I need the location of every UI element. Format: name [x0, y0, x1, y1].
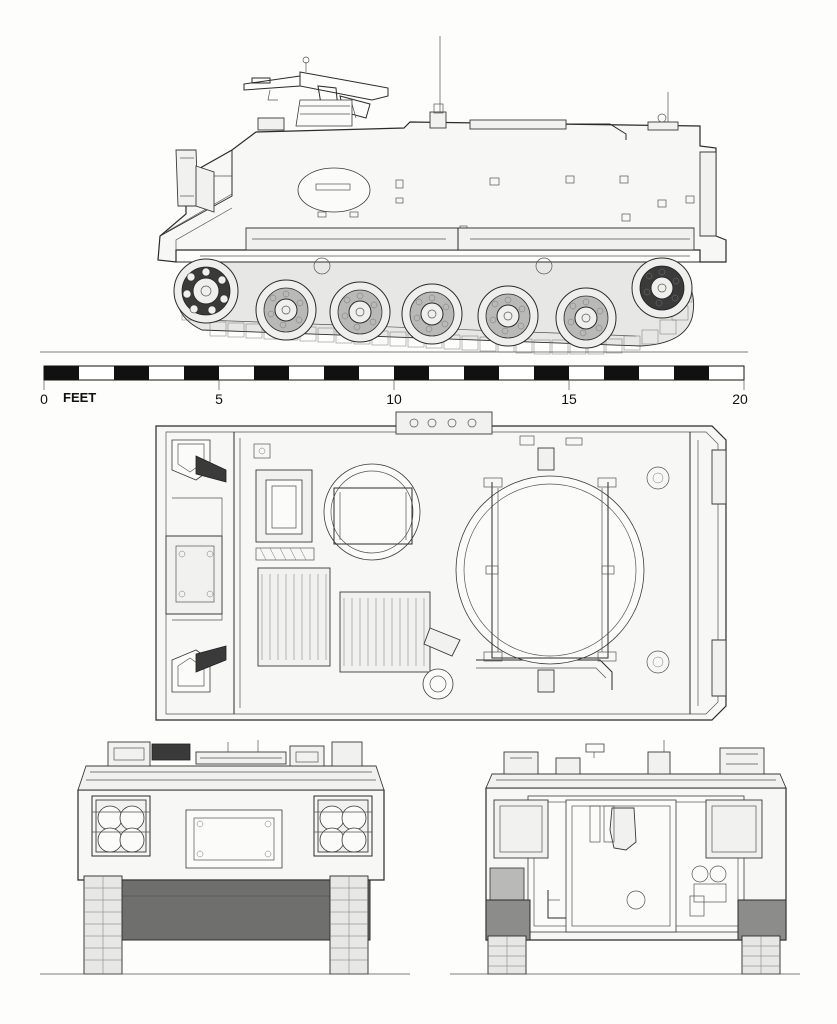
engine-louvers-right [340, 592, 430, 672]
vent-rear [538, 670, 554, 692]
cargo-hatch [456, 476, 644, 664]
front-lower-hull [92, 880, 370, 940]
rear-corner-fitting-right [712, 640, 726, 696]
driver-hatch-ring [324, 464, 420, 560]
scale-bar [40, 366, 748, 407]
headlight-cluster-left [92, 796, 150, 856]
vent-front [538, 448, 554, 470]
scale-tick-0: 0 [40, 391, 48, 407]
front-access-plate [186, 810, 282, 868]
deck-stowage-front [258, 118, 284, 130]
rear-stowage-left [494, 800, 548, 858]
rear-track-right [742, 936, 780, 974]
front-deck-box-far-right [332, 742, 362, 766]
rear-deck-box-mid [556, 758, 580, 774]
rear-corner-fitting-left [712, 450, 726, 504]
rear-top-rail [486, 774, 786, 788]
front-track-left [84, 876, 122, 974]
front-deck-box-right [290, 746, 324, 766]
drive-sprocket [174, 259, 238, 323]
rear-idler [632, 258, 692, 318]
rear-track-left [488, 936, 526, 974]
mudguard-left [486, 900, 530, 940]
scale-tick-20: 20 [732, 391, 748, 407]
deck-stowage-rear [648, 122, 678, 130]
headlight-cluster-right [314, 796, 372, 856]
deck-rail [470, 120, 566, 129]
deck-fitting-center [430, 112, 446, 128]
scale-tick-10: 10 [386, 391, 402, 407]
rear-deck-box-center [648, 752, 670, 774]
trim-vane-plan [396, 412, 492, 434]
scale-tick-15: 15 [561, 391, 577, 407]
scale-tick-5: 5 [215, 391, 223, 407]
cupola [296, 100, 352, 126]
tail-light-left [490, 868, 524, 902]
fuel-filler-cap [423, 669, 453, 699]
plan-view [156, 412, 726, 720]
front-track-right [330, 876, 368, 974]
front-stowage-dark [152, 744, 190, 760]
rear-stowage-right [706, 800, 762, 858]
engine-louvers-left [258, 568, 330, 666]
trim-vane [176, 150, 198, 206]
rear-deck-box-right [720, 748, 764, 774]
scale-unit-label: FEET [63, 390, 97, 405]
front-view [40, 740, 410, 974]
rear-view [450, 740, 800, 974]
front-trim-vane [78, 766, 384, 790]
rear-deck-box-left [504, 752, 538, 774]
side-view [40, 36, 748, 354]
rear-plate [700, 152, 716, 236]
mudguard-right [738, 900, 786, 940]
